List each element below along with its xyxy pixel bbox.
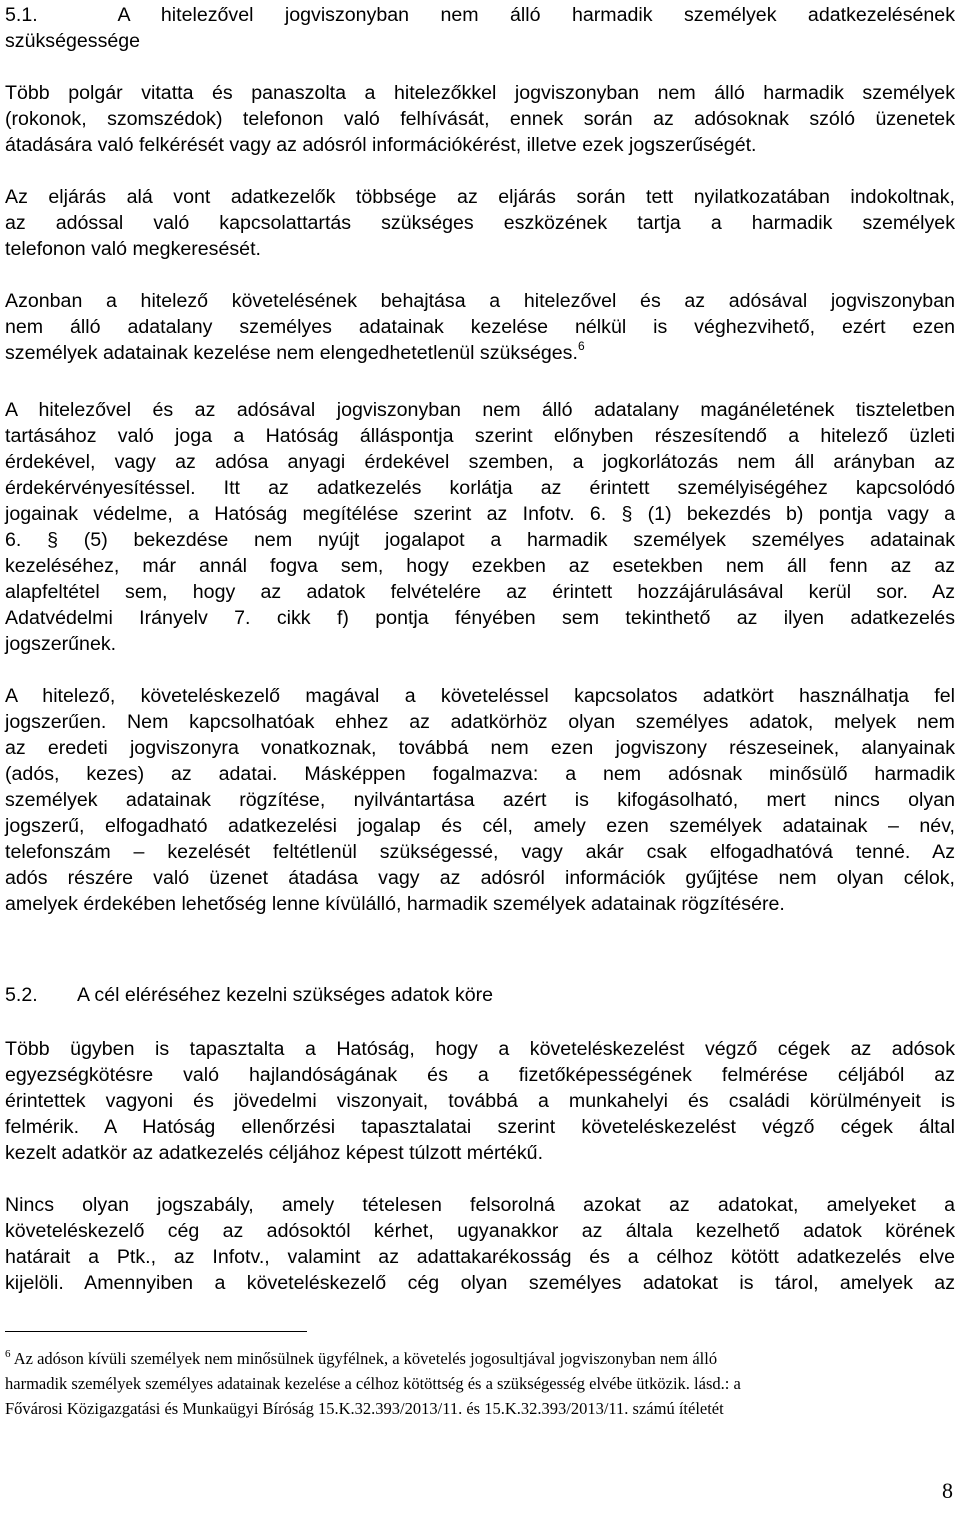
text-line: személyek adatainak rögzítése, nyilvántartása azért is kifogásolható, mert nincs olyan <box>5 789 955 811</box>
section-heading-5-1-cont: szükségessége <box>5 30 141 52</box>
text-line <box>5 340 955 366</box>
section-number: 5.2. <box>5 984 38 1006</box>
paragraph <box>5 80 955 132</box>
text-line: kijelöli. Amennyiben a követeléskezelő cég olyan személyes adatokat is tárol, amelyek az <box>5 1272 955 1294</box>
section-title: A cél eléréséhez kezelni szükséges adatok köre <box>77 984 494 1006</box>
footnote-marker: 6 <box>5 1348 11 1360</box>
text-line: átadására való felkérését vagy az adósról információkérést, illetve ezek jogszerűségét. <box>5 134 757 156</box>
text-line: tartásához való joga a Hatóság álláspontja szerint előnyben részesítendő a hitelező üzleti <box>5 425 955 447</box>
text-line: telefonon való megkeresését. <box>5 238 261 260</box>
section-number: 5.1. <box>5 4 38 26</box>
text-line: jogainak védelme, a Hatóság megítélése szerint az Infotv. 6. § (1) bekezdés b) pontja vagy a <box>5 503 955 525</box>
text-line: telefonszám – kezelését feltétlenül szükségessé, vagy akár csak elfogadhatóvá tenné. Az <box>5 841 955 863</box>
paragraph <box>5 1036 955 1140</box>
text-line: Adatvédelmi Irányelv 7. cikk f) pontja fényében sem tekinthető az ilyen adatkezelés <box>5 607 955 629</box>
text-line: Több ügyben is tapasztalta a Hatóság, hogy a követeléskezelést végző cégek az adósok <box>5 1038 955 1060</box>
text-line: jogszerűnek. <box>5 633 117 655</box>
section-title: A hitelezővel jogviszonyban nem álló harmadik személyek adatkezelésének <box>117 4 955 26</box>
text-line: jogszerű, elfogadható adatkezelési jogalap és cél, amely ezen személyek adatainak – név, <box>5 815 955 837</box>
text-line: érdekérvényesítéssel. Itt az adatkezelés korlátja az érintett személyiségéhez kapcsolódó <box>5 477 955 499</box>
text-line: Több polgár vitatta és panaszolta a hitelezőkkel jogviszonyban nem álló harmadik személyek <box>5 82 955 104</box>
text-line: A hitelező, követeléskezelő magával a követeléssel kapcsolatos adatkört használhatja fel <box>5 685 955 707</box>
text-line: amelyek érdekében lehetőség lenne kívülálló, harmadik személyek adatainak rögzítésére. <box>5 893 785 915</box>
text-line: (rokonok, szomszédok) telefonon való felhívását, ennek során az adósoknak szóló üzenetek <box>5 108 955 130</box>
footnote-line: Fővárosi Közigazgatási és Munkaügyi Bíróság 15.K.32.393/2013/11. és 15.K.32.393/2013/11. számú ítéletét <box>5 1399 724 1418</box>
text-line: személyek adatainak kezelése nem elengedhetetlenül szükséges. <box>5 342 578 364</box>
text-line: kezelt adatkör az adatkezelés céljához képest túlzott mértékű. <box>5 1142 544 1164</box>
text-line: érintettek vagyoni és jövedelmi viszonyait, továbbá a munkahelyi és családi körülményeit is <box>5 1090 955 1112</box>
paragraph <box>5 683 955 891</box>
text-line: felmérik. A Hatóság ellenőrzési tapasztalatai szerint követeléskezelést végző cégek által <box>5 1116 955 1138</box>
text-line: Az eljárás alá vont adatkezelők többsége az eljárás során tett nyilatkozatában indokoltnak, <box>5 186 955 208</box>
footnote-separator <box>5 1331 307 1332</box>
text-line: alapfeltétel sem, hogy az adatok felvételére az érintett hozzájárulásával kerül sor. Az <box>5 581 955 603</box>
footnote-line: harmadik személyek személyes adatainak kezelése a célhoz kötöttség és a szükségesség elvébe ütközik. lásd.: a <box>5 1374 741 1393</box>
text-line: egyezségkötésre való hajlandóságának és a fizetőképességének felmérése céljából az <box>5 1064 955 1086</box>
text-line: (adós, kezes) az adatai. Másképpen fogalmazva: a nem adósnak minősülő harmadik <box>5 763 955 785</box>
text-line: Nincs olyan jogszabály, amely tételesen felsorolná azokat az adatokat, amelyeket a <box>5 1194 955 1216</box>
text-line: 6. § (5) bekezdése nem nyújt jogalapot a harmadik személyek személyes adatainak <box>5 529 955 551</box>
paragraph <box>5 1192 955 1296</box>
text-line: A hitelezővel és az adósával jogviszonyban nem álló adatalany magánéletének tiszteletben <box>5 399 955 421</box>
footnote-line <box>5 1346 955 1371</box>
text-line: nem álló adatalany személyes adatainak kezelése nélkül is véghezvihető, ezért ezen <box>5 316 955 338</box>
text-line: Azonban a hitelező követelésének behajtása a hitelezővel és az adósával jogviszonyban <box>5 290 955 312</box>
text-line: az eredeti jogviszonyra vonatkoznak, továbbá nem ezen jogviszony részeseinek, alanyainak <box>5 737 955 759</box>
section-heading-5-1 <box>5 2 955 28</box>
text-line: adós részére való üzenet átadása vagy az adósról információk gyűjtése nem olyan célok, <box>5 867 955 889</box>
text-line: érdekével, vagy az adósa anyagi érdekével szemben, a jogkorlátozás nem áll arányban az <box>5 451 955 473</box>
text-line: határait a Ptk., az Infotv., valamint az adattakarékosság és a célhoz kötött adatkezelés elve <box>5 1246 955 1268</box>
paragraph <box>5 288 955 340</box>
footnote-reference: 6 <box>577 339 585 353</box>
page-number: 8 <box>942 1478 953 1503</box>
text-line: az adóssal való kapcsolattartás szükséges eszközének tartja a harmadik személyek <box>5 212 955 234</box>
text-line: követeléskezelő cég az adósoktól kérhet, ugyanakkor az általa kezelhető adatok körének <box>5 1220 955 1242</box>
paragraph <box>5 397 955 631</box>
text-line: jogszerűen. Nem kapcsolhatóak ehhez az adatkörhöz olyan személyes adatok, melyek nem <box>5 711 955 733</box>
footnote-text: Az adóson kívüli személyek nem minősülnek ügyfélnek, a követelés jogosultjával jogviszonyban nem álló <box>13 1349 718 1368</box>
text-line: kezeléséhez, már annál fogva sem, hogy ezekben az esetekben nem áll fenn az az <box>5 555 955 577</box>
paragraph <box>5 184 955 236</box>
